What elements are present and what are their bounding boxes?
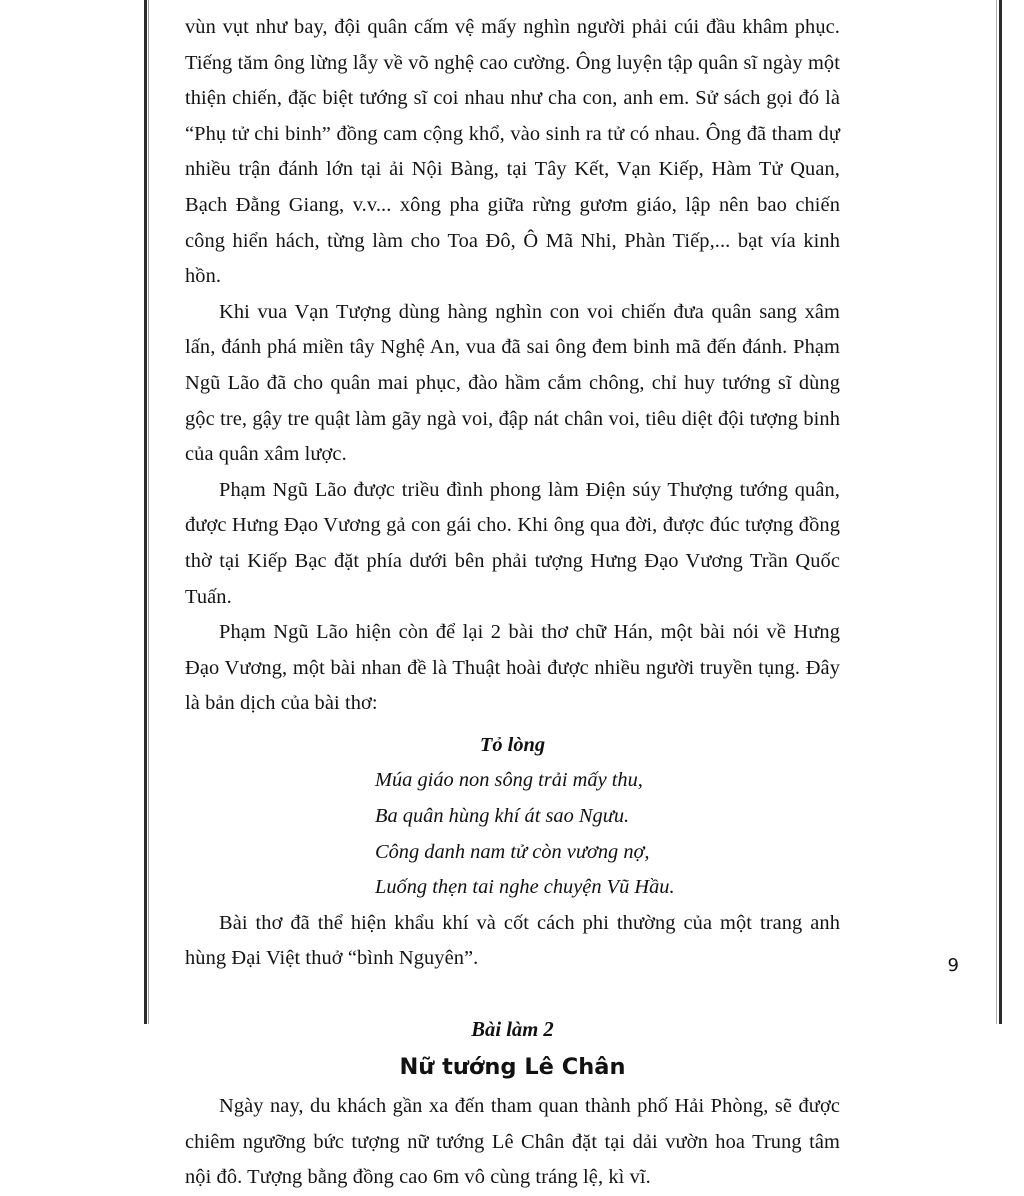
paragraph-1: vùn vụt như bay, đội quân cấm vệ mấy nghìn người phải cúi đầu khâm phục. Tiếng tăm ông lừng lẫy về võ nghệ cao cường. Ông luyện tập quân sĩ ngày một thiện chiến, đặc biệt tướng sĩ coi nhau như cha con, anh em. Sử sách gọi đó là “Phụ tử chi binh” đồng cam cộng khổ, vào sinh ra tử có nhau. Ông đã tham dự nhiều trận đánh lớn tại ải Nội Bàng, tại Tây Kết, Vạn Kiếp, Hàm Tử Quan, Bạch Đằng Giang, v.v... xông pha giữa rừng gươm giáo, lập nên bao chiến công hiển hách, từng làm cho Toa Đô, Ô Mã Nhi, Phàn Tiếp,... bạt vía kinh hồn. xyxy=(185,16,840,288)
poem-line: Luống thẹn tai nghe chuyện Vũ Hầu. xyxy=(375,876,675,899)
page-right-edge-shadow xyxy=(996,0,997,1024)
page-left-edge-shadow xyxy=(148,0,149,1024)
poem-line: Ba quân hùng khí át sao Ngưu. xyxy=(375,805,630,828)
poem-line: Múa giáo non sông trải mấy thu, xyxy=(375,769,643,792)
page-left-edge xyxy=(144,0,147,1024)
paragraph-3: Phạm Ngũ Lão được triều đình phong làm Điện súy Thượng tướng quân, được Hưng Đạo Vương gả con gái cho. Khi ông qua đời, được đúc tượng đồng thờ tại Kiếp Bạc đặt phía dưới bên phải tượng Hưng Đạo Vương Trần Quốc Tuấn. xyxy=(185,478,840,608)
paragraph-4: Phạm Ngũ Lão hiện còn để lại 2 bài thơ chữ Hán, một bài nói về Hưng Đạo Vương, một bài nhan đề là Thuật hoài được nhiều người truyền tụng. Đây là bản dịch của bài thơ: xyxy=(185,621,840,715)
paragraph-2: Khi vua Vạn Tượng dùng hàng nghìn con voi chiến đưa quân sang xâm lấn, đánh phá miền tây Nghệ An, vua đã sai ông đem binh mã đến đánh. Phạm Ngũ Lão đã cho quân mai phục, đào hầm cắm chông, chỉ huy tướng sĩ dùng gộc tre, gậy tre quật làm gãy ngà voi, đập nát chân voi, tiêu diệt đội tượng binh của quân xâm lược. xyxy=(185,300,840,466)
section-subheading: Nữ tướng Lê Chân xyxy=(399,1054,626,1081)
page-text-column xyxy=(185,10,840,1196)
page-number: 9 xyxy=(947,955,959,976)
poem-body xyxy=(185,763,840,905)
poem-title: Tỏ lòng xyxy=(479,733,546,756)
section-heading: Bài làm 2 xyxy=(471,1019,554,1042)
paragraph-after-poem: Bài thơ đã thể hiện khẩu khí và cốt cách phi thường của một trang anh hùng Đại Việt thuở “bình Nguyên”. xyxy=(185,911,840,970)
poem-line: Công danh nam tử còn vương nợ, xyxy=(375,840,650,863)
section-paragraph: Ngày nay, du khách gần xa đến tham quan thành phố Hải Phòng, sẽ được chiêm ngưỡng bức tượng nữ tướng Lê Chân đặt tại dải vườn hoa Trung tâm nội đô. Tượng bằng đồng cao 6m vô cùng tráng lệ, kì vĩ. xyxy=(185,1095,840,1189)
page-right-edge xyxy=(999,0,1002,1024)
